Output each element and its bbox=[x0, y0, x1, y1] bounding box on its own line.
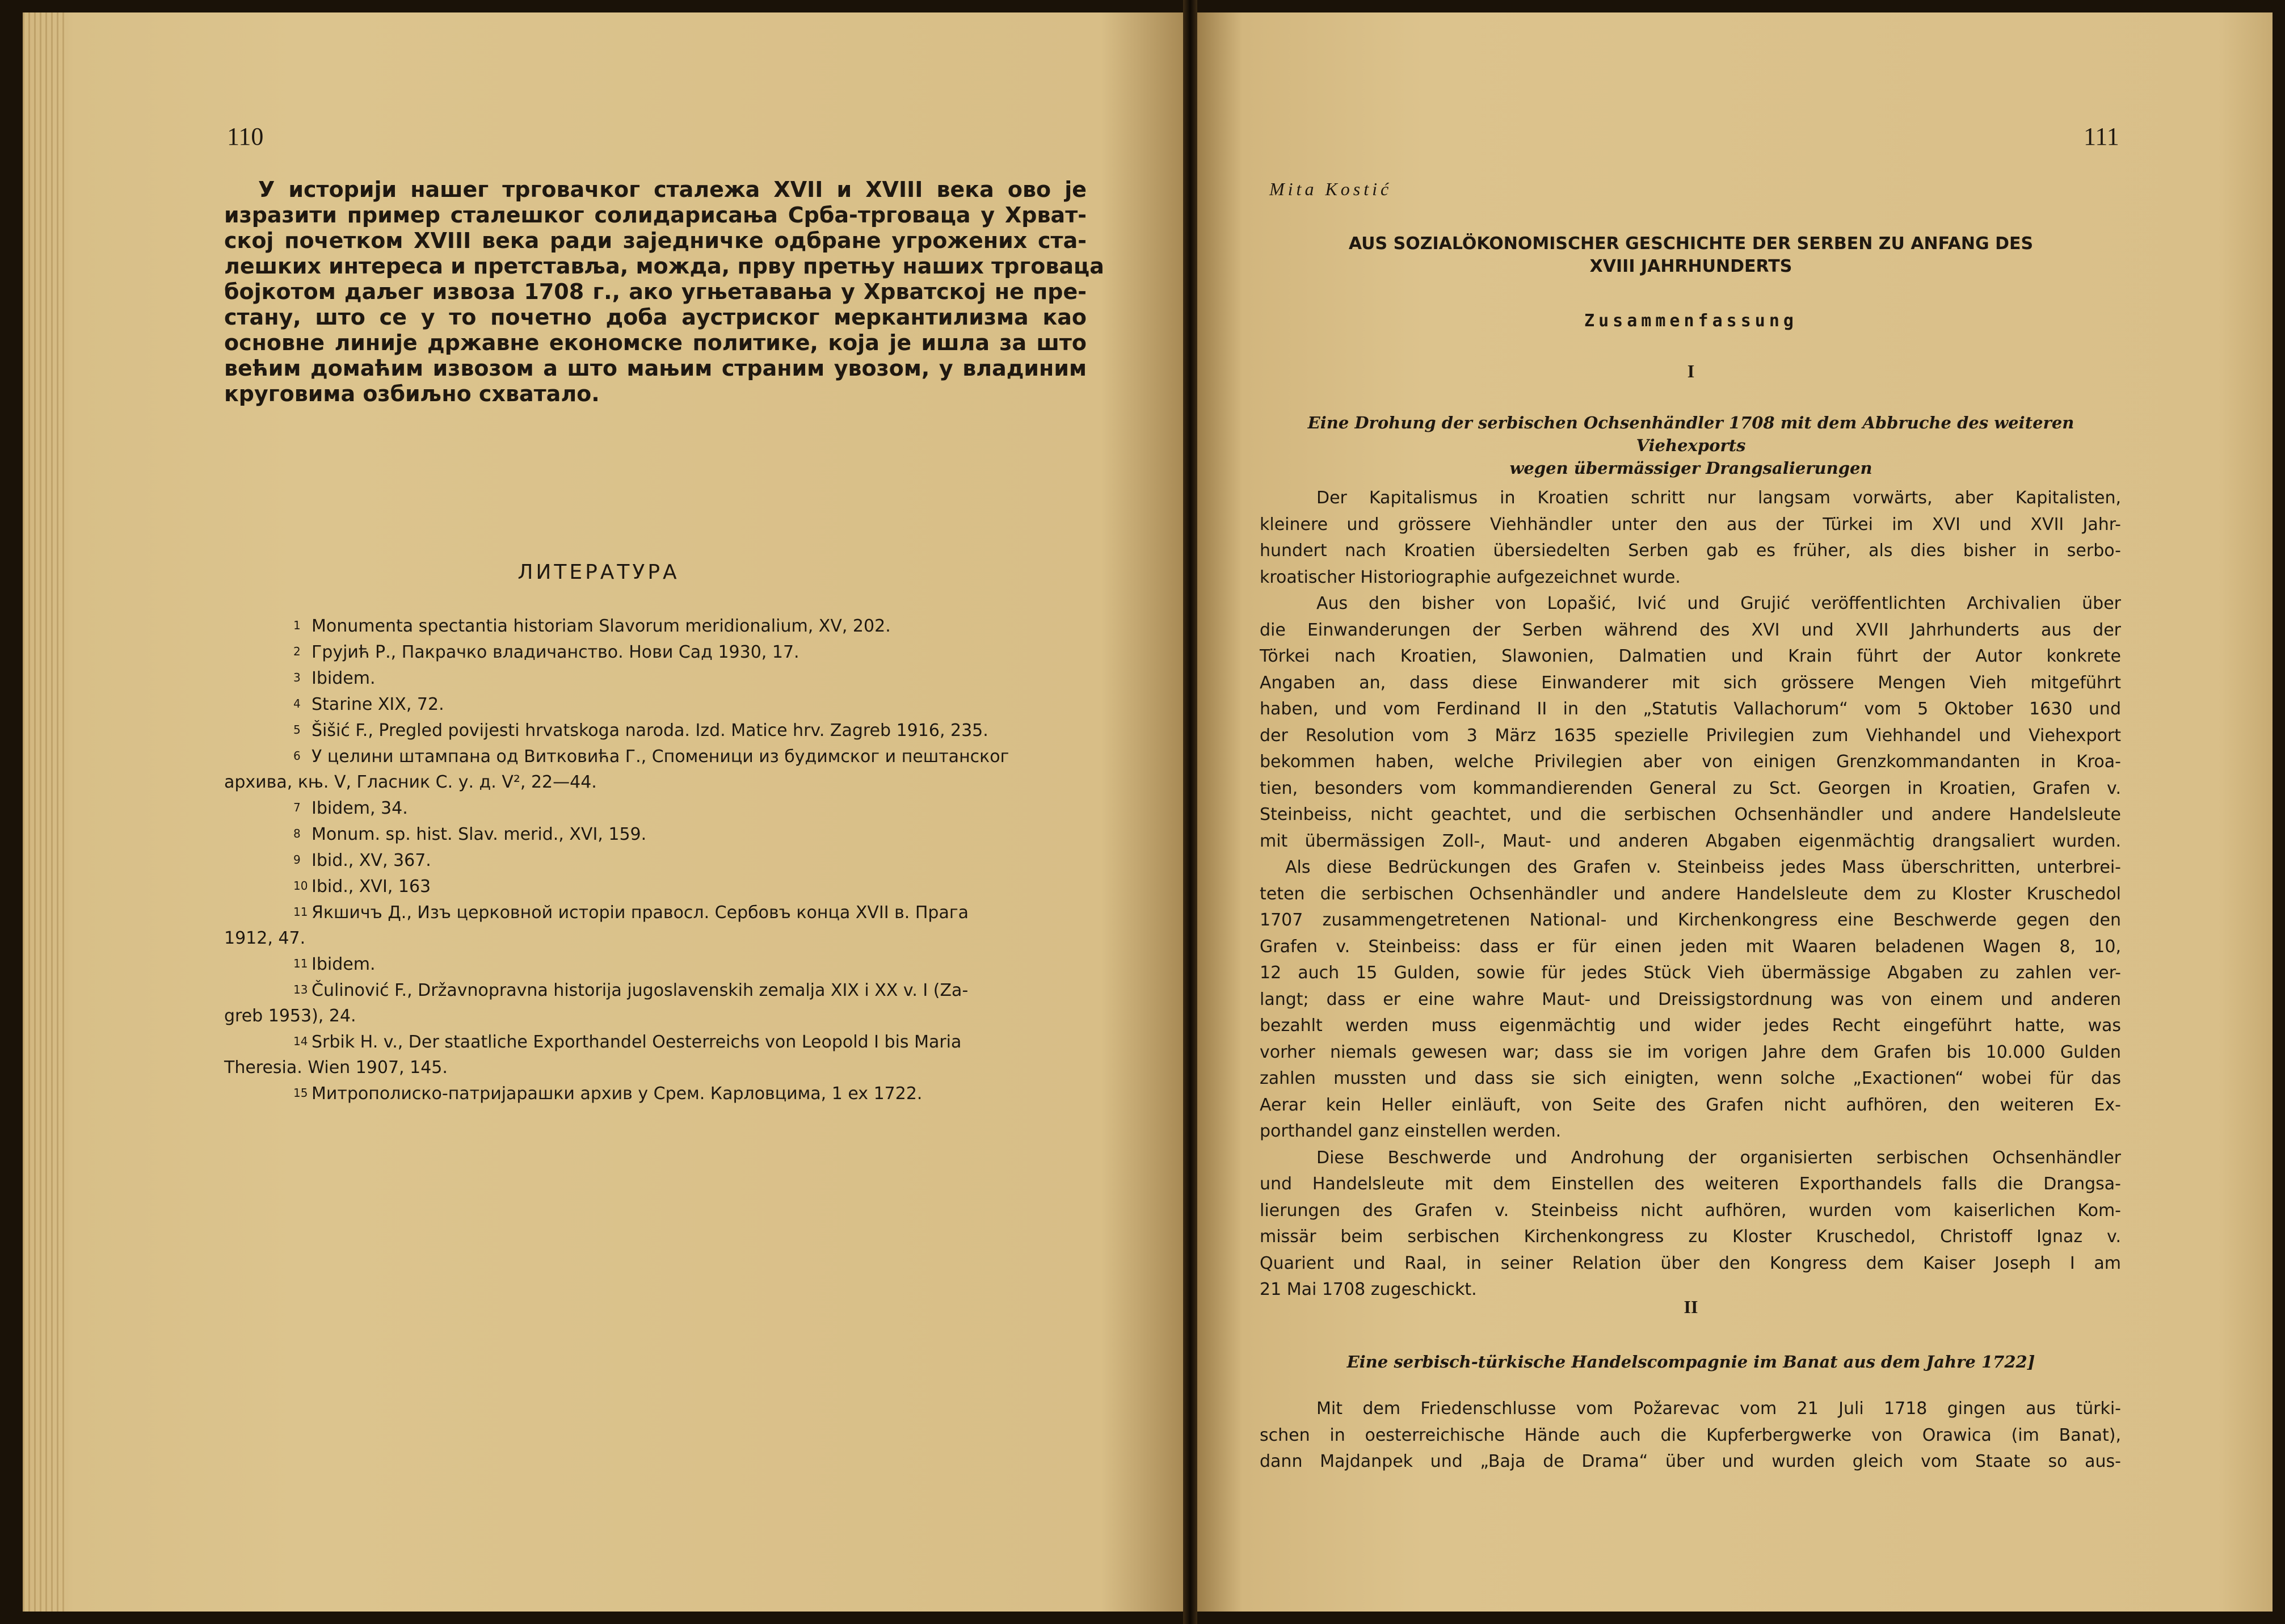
body-line: Angaben an, dass diese Einwanderer mit sich grössere Mengen Vieh mitgeführt bbox=[1260, 672, 2121, 693]
reference-number: 9 bbox=[293, 853, 301, 866]
section-subtitle bbox=[1260, 411, 2122, 479]
reference-number: 10 bbox=[293, 879, 308, 893]
reference-list bbox=[224, 613, 1087, 1106]
reference-number: 1 bbox=[293, 619, 301, 632]
cyrillic-paragraph bbox=[224, 177, 1104, 407]
reference-continuation: 1912, 47. bbox=[224, 928, 306, 948]
section-numeral: II bbox=[1684, 1297, 1698, 1317]
reference-item bbox=[224, 639, 1087, 665]
reference-item bbox=[224, 1080, 1087, 1106]
section-subtitle: Eine serbisch-türkische Handelscompagnie im Banat aus dem Jahre 1722] bbox=[1346, 1352, 2035, 1371]
reference-number: 15 bbox=[293, 1086, 308, 1100]
reference-continuation: Theresia. Wien 1907, 145. bbox=[224, 1058, 448, 1078]
body-line: die Einwanderungen der Serben während des XVI und XVII Jahrhunderts aus der bbox=[1260, 620, 2121, 640]
reference-number: 11 bbox=[293, 957, 308, 970]
body-line: langt; dass er eine wahre Maut- und Dreissigstordnung was von einem und anderen bbox=[1260, 989, 2121, 1009]
reference-item bbox=[224, 691, 1087, 717]
body-line: zahlen mussten und dass sie sich einigten, wenn solche „Exactionen“ wobei für das bbox=[1260, 1068, 2121, 1088]
paragraph-line: бојкотом даљег извоза 1708 г., ако угњетавања у Хрватској не пре- bbox=[224, 279, 1087, 304]
reference-number: 3 bbox=[293, 671, 301, 684]
body-line: tien, besonders vom kommandierenden General zu Sct. Georgen in Kroatien, Grafen v. bbox=[1260, 778, 2121, 798]
body-line: Steinbeiss, nicht geachtet, und die serbischen Ochsenhändler und andere Handelsleute bbox=[1260, 805, 2121, 824]
body-line: bezahlt werden muss eigenmächtig und wider jedes Recht eingeführt hatte, was bbox=[1260, 1016, 2121, 1036]
body-line: kleinere und grössere Viehhändler unter den aus der Türkei im XVI und XVII Jahr- bbox=[1260, 514, 2121, 535]
body-line: haben, und vom Ferdinand II in den „Statutis Vallachorum“ vom 5 Oktober 1630 und bbox=[1260, 699, 2121, 719]
body-line: missär beim serbischen Kirchenkongress zu Kloster Kruschedol, Christoff Ignaz v. bbox=[1260, 1227, 2121, 1247]
title-line: AUS SOZIALÖKONOMISCHER GESCHICHTE DER SERBEN ZU ANFANG DES bbox=[1348, 234, 2034, 254]
paragraph-line: основне линије државне економске политике, која је ишла за што bbox=[224, 330, 1087, 355]
paragraph-line: ској почетком XVIII века ради заједничке одбране угрожених ста- bbox=[224, 228, 1087, 253]
literature-heading: ЛИТЕРАТУРА bbox=[517, 561, 680, 584]
body-line: Aus den bisher von Lopašić, Ivić und Grujić veröffentlichten Archivalien über bbox=[1316, 594, 2121, 613]
reference-item bbox=[224, 613, 1087, 639]
body-line: vorher niemals gewesen war; dass sie im vorigen Jahre dem Grafen bis 10.000 Gulden bbox=[1260, 1042, 2121, 1062]
paragraph-line: стану, што се у то почетно доба аустриског меркантилизма као bbox=[224, 305, 1087, 330]
reference-text: Starine XIX, 72. bbox=[312, 695, 444, 714]
book-gutter bbox=[1183, 0, 1197, 1624]
body-line: und Handelsleute mit dem Einstellen des weiteren Exporthandels falls die Drangsa- bbox=[1260, 1174, 2121, 1194]
reference-text: Ibid., XV, 367. bbox=[312, 851, 431, 870]
page-edges bbox=[23, 12, 68, 1612]
body-line: 1707 zusammengetretenen National- und Kirchenkongress eine Beschwerde gegen den bbox=[1260, 910, 2121, 930]
reference-text: Ibidem, 34. bbox=[312, 798, 408, 818]
paragraph-line: већим домаћим извозом а што мањим страним увозом, у владиним bbox=[224, 356, 1087, 381]
body-line: Törkei nach Kroatien, Slawonien, Dalmatien und Krain führt der Autor konkrete bbox=[1260, 646, 2121, 666]
reference-text: Грујић Р., Пакрачко владичанство. Нови Сад 1930, 17. bbox=[312, 642, 799, 662]
left-page-number: 110 bbox=[227, 123, 264, 150]
section1-body bbox=[1260, 485, 2121, 1303]
right-page-number: 111 bbox=[2084, 123, 2119, 150]
subtitle-line: Eine Drohung der serbischen Ochsenhändler 1708 mit dem Abbruche des weiteren Viehexports bbox=[1307, 413, 2074, 455]
reference-text: У целини штампана од Витковића Г., Споменици из будимског и пештанског bbox=[312, 747, 1009, 767]
reference-item bbox=[224, 1029, 1087, 1055]
reference-text: Čulinović F., Državnopravna historija jugoslavenskih zemalja XIX i XX v. I (Za- bbox=[312, 981, 969, 1000]
paragraph-line: У историји нашег трговачког сталежа XVII и XVIII века ово је bbox=[258, 177, 1087, 202]
body-line: Quarient und Raal, in seiner Relation über den Kongress dem Kaiser Joseph I am bbox=[1260, 1253, 2121, 1273]
body-line: hundert nach Kroatien übersiedelten Serben gab es früher, als dies bisher in serbo- bbox=[1260, 541, 2121, 561]
body-line: teten die serbischen Ochsenhändler und andere Handelsleute dem zu Kloster Kruschedol bbox=[1260, 883, 2121, 904]
body-line: lierungen des Grafen v. Steinbeiss nicht aufhören, wurden vom kaiserlichen Kom- bbox=[1260, 1200, 2121, 1221]
body-line: 12 auch 15 Gulden, sowie für jedes Stück Vieh übermässige Abgaben zu zahlen ver- bbox=[1260, 963, 2121, 983]
body-line: mit übermässigen Zoll-, Maut- und anderen Abgaben eigenmächtig drangsaliert wurden. bbox=[1260, 831, 2121, 851]
reference-item bbox=[224, 717, 1087, 743]
body-line: Als diese Bedrückungen des Grafen v. Steinbeiss jedes Mass überschritten, unterbrei- bbox=[1285, 857, 2121, 877]
body-line: Diese Beschwerde und Androhung der organisierten serbischen Ochsenhändler bbox=[1316, 1147, 2121, 1168]
reference-text: Monum. sp. hist. Slav. merid., XVI, 159. bbox=[312, 824, 647, 844]
reference-number: 8 bbox=[293, 827, 301, 840]
reference-item bbox=[224, 795, 1087, 821]
reference-text: Monumenta spectantia historiam Slavorum meridionalium, XV, 202. bbox=[312, 616, 891, 636]
reference-number: 2 bbox=[293, 645, 301, 658]
paragraph-line: круговима озбиљно схватало. bbox=[224, 381, 600, 406]
reference-item bbox=[224, 847, 1087, 873]
body-line: kroatischer Historiographie aufgezeichnet wurde. bbox=[1260, 567, 1681, 587]
reference-number: 13 bbox=[293, 983, 308, 996]
title-line: XVIII JAHRHUNDERTS bbox=[1589, 256, 1792, 276]
paragraph-line: изразити пример сталешког солидарисања Срба-трговаца у Хрват- bbox=[224, 203, 1087, 228]
summary-heading: Zusammenfassung bbox=[1584, 311, 1798, 331]
reference-number: 6 bbox=[293, 749, 301, 763]
reference-item bbox=[224, 743, 1087, 769]
body-line: der Resolution vom 3 März 1635 spezielle Privilegien zum Viehhandel und Viehexport bbox=[1260, 725, 2121, 746]
article-title bbox=[1260, 233, 2122, 278]
body-line: Mit dem Friedenschlusse vom Požarevac vom 21 Juli 1718 gingen aus türki- bbox=[1316, 1399, 2121, 1419]
body-line: bekommen haben, welche Privilegien aber von einigen Grenzkommandanten in Kroa- bbox=[1260, 752, 2121, 772]
reference-text: Srbik H. v., Der staatliche Exporthandel Oesterreichs von Leopold I bis Maria bbox=[312, 1032, 962, 1052]
reference-text: Ibid., XVI, 163 bbox=[312, 877, 431, 897]
paragraph-line: лешких интереса и претставља, можда, прву претњу наших трговаца bbox=[224, 254, 1104, 279]
body-line: 21 Mai 1708 zugeschickt. bbox=[1260, 1280, 1477, 1299]
subtitle-line: wegen übermässiger Drangsalierungen bbox=[1509, 458, 1872, 478]
reference-item bbox=[224, 977, 1087, 1003]
reference-number: 7 bbox=[293, 801, 301, 814]
reference-number: 14 bbox=[293, 1034, 308, 1048]
reference-number: 4 bbox=[293, 697, 301, 710]
body-line: Aerar kein Heller einläuft, von Seite des Grafen nicht aufhören, den weiteren Ex- bbox=[1260, 1095, 2121, 1115]
reference-text: Ibidem. bbox=[312, 954, 376, 974]
reference-number: 5 bbox=[293, 723, 301, 737]
reference-continuation: архива, књ. V, Гласник С. у. д. V², 22—44. bbox=[224, 772, 597, 792]
body-line: porthandel ganz einstellen werden. bbox=[1260, 1121, 1562, 1141]
reference-item bbox=[224, 873, 1087, 899]
reference-number: 11 bbox=[293, 905, 308, 919]
author-name: Mita Kostić bbox=[1269, 179, 1392, 199]
reference-item bbox=[224, 899, 1087, 925]
reference-text: Šišić F., Pregled povijesti hrvatskoga naroda. Izd. Matice hrv. Zagreb 1916, 235. bbox=[312, 721, 988, 741]
section2-body bbox=[1260, 1396, 2121, 1475]
body-line: dann Majdanpek und „Baja de Drama“ über und wurden gleich vom Staate so aus- bbox=[1260, 1451, 2121, 1471]
reference-continuation: greb 1953), 24. bbox=[224, 1006, 356, 1026]
body-line: schen in oesterreichische Hände auch die Kupferbergwerke von Orawica (im Banat), bbox=[1260, 1425, 2121, 1445]
section-numeral: I bbox=[1687, 361, 1695, 381]
reference-item bbox=[224, 951, 1087, 977]
reference-item bbox=[224, 821, 1087, 847]
reference-item bbox=[224, 665, 1087, 691]
body-line: Grafen v. Steinbeiss: dass er für einen jeden mit Waaren beladenen Wagen 8, 10, bbox=[1260, 936, 2121, 957]
reference-text: Якшичъ Д., Изъ церковной исторiи правосл. Сербовъ конца XVII в. Прага bbox=[312, 903, 969, 923]
reference-text: Митрополиско-патријарашки архив у Срем. Карловцима, 1 ex 1722. bbox=[312, 1084, 923, 1104]
body-line: Der Kapitalismus in Kroatien schritt nur langsam vorwärts, aber Kapitalisten, bbox=[1316, 488, 2121, 508]
reference-text: Ibidem. bbox=[312, 668, 376, 688]
